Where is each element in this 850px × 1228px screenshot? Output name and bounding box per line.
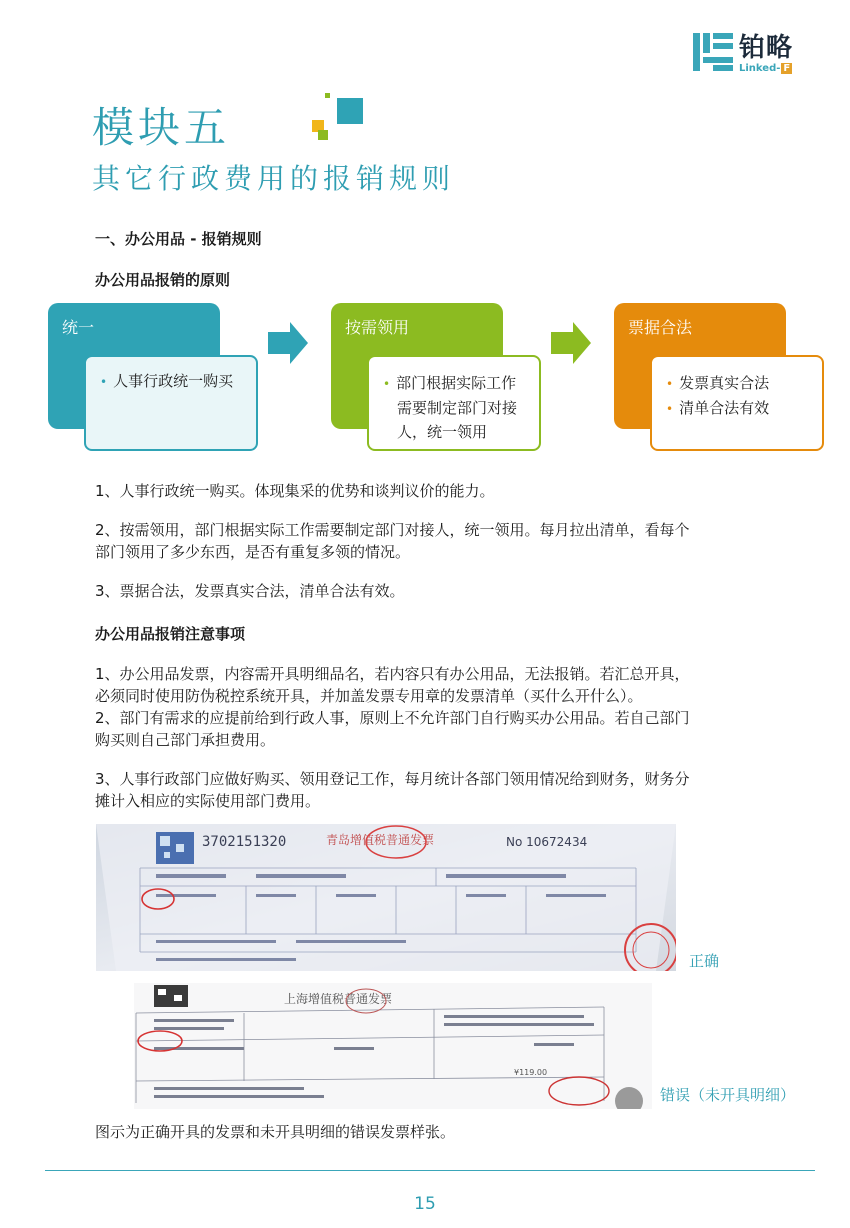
invoice-code: 3702151320 [202, 834, 287, 850]
invoice-wrong-label: 错误（未开具明细） [660, 1086, 796, 1104]
principle-label: 票据合法 [628, 318, 693, 337]
page-number: 15 [414, 1194, 436, 1214]
principle-detail-line: • 部门根据实际工作 [383, 374, 517, 392]
principle-detail-line: • 人事行政统一购买 [100, 372, 234, 390]
principle-detail-line: 需要制定部门对接 [397, 399, 518, 417]
notes-heading: 办公用品报销注意事项 [95, 625, 246, 643]
principle-paragraph: 3、票据合法，发票真实合法，清单合法有效。 [95, 582, 405, 600]
principle-detail-line: • 发票真实合法 [666, 374, 770, 392]
principles-heading: 办公用品报销的原则 [95, 271, 231, 289]
principle-detail-on-demand [367, 355, 541, 451]
invoice-photo-correct [96, 824, 676, 971]
principle-detail-legal-receipts [650, 355, 824, 451]
module-title: 模块五 [92, 103, 231, 152]
notes-paragraph: 3、人事行政部门应做好购买、领用登记工作，每月统计各部门领用情况给到财务，财务分 摊计入相应的实际使用部门费用。 [95, 770, 690, 810]
invoice-wrong-title: 上海增值税普通发票 [284, 992, 393, 1006]
logo-chinese-name: 铂略 [739, 33, 794, 63]
invoice-number: No 10672434 [506, 835, 588, 849]
principle-label: 统一 [62, 318, 95, 337]
invoice-wrong-graphic [134, 983, 652, 1109]
principle-paragraph: 1、人事行政统一购买。体现集采的优势和谈判议价的能力。 [95, 482, 495, 500]
decor-square-small [325, 93, 330, 98]
decor-square-large [337, 98, 363, 124]
figure-caption: 图示为正确开具的发票和未开具明细的错误发票样张。 [95, 1123, 456, 1141]
invoice-correct-label: 正确 [689, 952, 720, 970]
principle-detail-line: 人，统一领用 [397, 423, 488, 441]
principle-detail-line: • 清单合法有效 [666, 399, 770, 417]
notes-paragraph: 1、办公用品发票，内容需开具明细品名，若内容只有办公用品，无法报销。若汇总开具， 必须同时使用防伪税控系统开具，并加盖发票专用章的发票清单（买什么开什么）。 2、部门有需求的应提前给到行政人事，原则上不允许部门自行购买办公用品。若自己部门 购买则自己部门承担费用。 [95, 665, 690, 749]
invoice-photo-wrong [134, 983, 652, 1109]
decor-square-green [318, 130, 328, 140]
logo-english-name: Linked- F [739, 63, 791, 74]
company-logo [693, 33, 811, 73]
section-heading: 一、办公用品 - 报销规则 [95, 230, 262, 248]
footer-divider [45, 1170, 815, 1171]
invoice-correct-graphic [96, 824, 676, 971]
principle-paragraph: 2、按需领用，部门根据实际工作需要制定部门对接人，统一领用。每月拉出清单，看每个 部门领用了多少东西，是否有重复多领的情况。 [95, 521, 690, 561]
principle-label: 按需领用 [345, 318, 410, 337]
invoice-title: 青岛增值税普通发票 [326, 833, 435, 847]
invoice-wrong-total: ¥119.00 [514, 1068, 548, 1077]
principle-detail-unify [84, 355, 258, 451]
arrow-right-icon [551, 322, 591, 364]
arrow-right-icon [268, 322, 308, 364]
module-subtitle: 其它行政费用的报销规则 [92, 162, 456, 195]
logo-mark-icon [693, 33, 733, 71]
